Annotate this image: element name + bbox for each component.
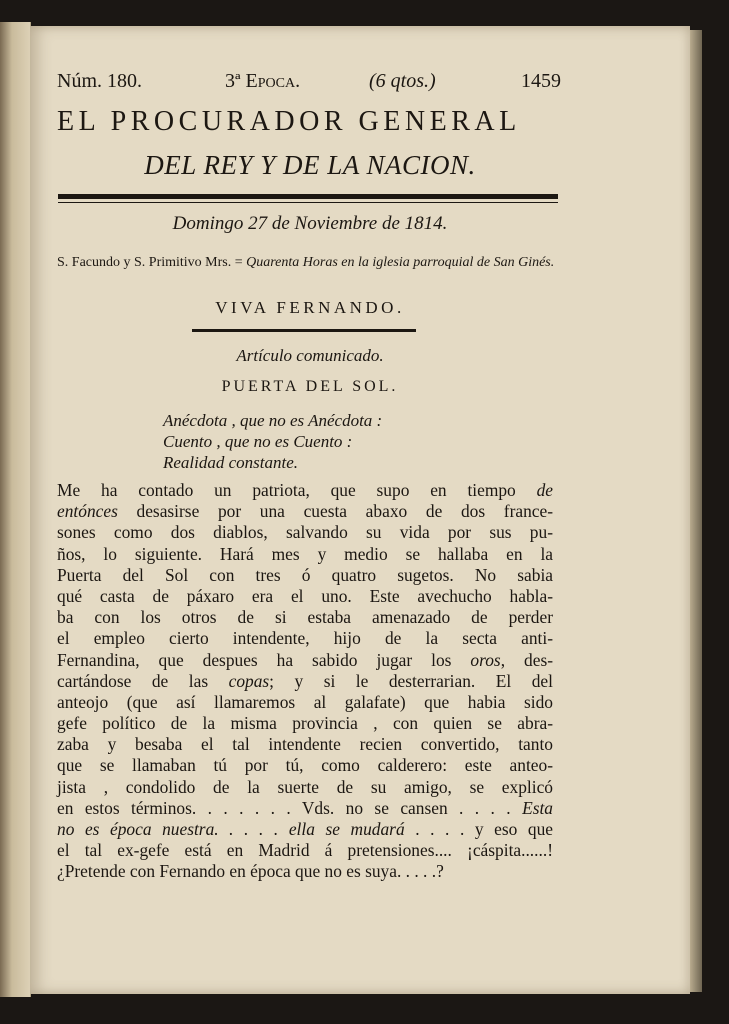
- saints-of-day: [57, 254, 567, 272]
- article-text: zaba y besaba el tal intendente recien convertido, tanto: [57, 734, 553, 755]
- masthead-title: EL PROCURADOR GENERAL: [57, 106, 521, 137]
- article-text: ¿Pretende con Fernando en época que no es suya. . . . .?: [57, 861, 444, 882]
- article-line: [57, 819, 553, 840]
- masthead-rule-thin: [58, 202, 558, 203]
- article-text: ; y si le desterrarian. El del: [269, 670, 553, 691]
- article-line: [57, 777, 553, 798]
- newspaper-page: [30, 26, 690, 994]
- article-text: Puerta del Sol con tres ó quatro sugetos. No sabia: [57, 564, 553, 585]
- article-subheading: PUERTA DEL SOL.: [221, 378, 399, 395]
- masthead-subtitle: DEL REY Y DE LA NACION.: [144, 150, 476, 180]
- article-line: [57, 671, 553, 692]
- article-line: [57, 713, 553, 734]
- article-text: desasirse por una cuesta abaxo de dos france-: [117, 501, 553, 522]
- article-heading: Artículo comunicado.: [236, 346, 384, 365]
- article-text: que se llamaban tú por tú, como calderero: este anteo-: [57, 755, 553, 776]
- article-text: gefe político de la misma provincia , con quien se abra-: [57, 713, 553, 734]
- article-line: [57, 565, 553, 586]
- article-text: . . . . y eso que: [404, 819, 553, 839]
- article-line: [57, 522, 553, 543]
- article-text: , des-: [500, 649, 553, 670]
- masthead-rule-thick: [58, 194, 558, 199]
- motto: VIVA FERNANDO.: [215, 298, 405, 317]
- article-italic-text: copas: [228, 670, 270, 691]
- article-line: [57, 755, 553, 776]
- article-italic-text: Esta: [522, 797, 553, 818]
- article-line: [57, 586, 553, 607]
- article-text: ños, lo siguiente. Hará mes y medio se hallaba en la: [57, 543, 553, 564]
- article-text: cartándose de las: [57, 670, 229, 691]
- book-spine: [0, 22, 31, 997]
- article-line: [57, 628, 553, 649]
- page-header: [57, 70, 561, 96]
- article-line: [57, 798, 553, 819]
- article-line: [57, 501, 553, 522]
- article-text: anteojo (que así llamaremos al galafate) que habia sido: [57, 691, 553, 712]
- article-line: [57, 650, 553, 671]
- issue-date: Domingo 27 de Noviembre de 1814.: [172, 213, 448, 234]
- motto-rule: [192, 329, 416, 332]
- article-text: Fernandina, que despues ha sabido jugar los: [57, 649, 471, 670]
- article-verse: [163, 410, 483, 473]
- article-line: [57, 861, 553, 882]
- article-italic-text: no es época nuestra. . . . . ella se mudará: [57, 819, 405, 839]
- verse-line: Cuento , que no es Cuento :: [163, 432, 353, 451]
- article-text: el empleo cierto intendente, hijo de la secta anti-: [57, 628, 553, 649]
- article-body: [57, 480, 553, 883]
- article-line: [57, 607, 553, 628]
- quarters-label: (6 qtos.): [369, 70, 436, 92]
- article-text: Me ha contado un patriota, que supo en tiempo: [57, 480, 537, 500]
- article-line: [57, 480, 553, 501]
- article-line: [57, 734, 553, 755]
- page-edge: [690, 30, 702, 992]
- verse-line: Anécdota , que no es Anécdota :: [163, 411, 383, 430]
- article-text: en estos términos. . . . . . . Vds. no se cansen . . . .: [57, 797, 523, 818]
- saints-text: S. Facundo y S. Primitivo Mrs. =: [57, 255, 247, 270]
- article-italic-text: oros: [470, 649, 501, 670]
- epoch-label: 3ª Epoca.: [225, 70, 301, 92]
- article-italic-text: de: [536, 480, 553, 500]
- verse-line: Realidad constante.: [163, 453, 299, 472]
- article-line: [57, 692, 553, 713]
- saints-italic: Quarenta Horas en la iglesia parroquial de San Ginés.: [246, 255, 555, 270]
- article-text: ba con los otros de si estaba amenazado de perder: [57, 607, 553, 628]
- article-italic-text: entónces: [57, 501, 118, 522]
- article-text: el tal ex-gefe está en Madrid á pretensiones.... ¡cáspita......!: [57, 840, 553, 861]
- article-text: sones como dos diablos, salvando su vida por sus pu-: [57, 522, 553, 543]
- page-number: 1459: [521, 70, 561, 92]
- article-line: [57, 840, 553, 861]
- article-text: qué casta de páxaro era el uno. Este avechucho habla-: [57, 585, 553, 606]
- article-text: jista , condolido de la suerte de su amigo, se explicó: [57, 776, 553, 797]
- article-line: [57, 544, 553, 565]
- issue-number: Núm. 180.: [57, 70, 142, 92]
